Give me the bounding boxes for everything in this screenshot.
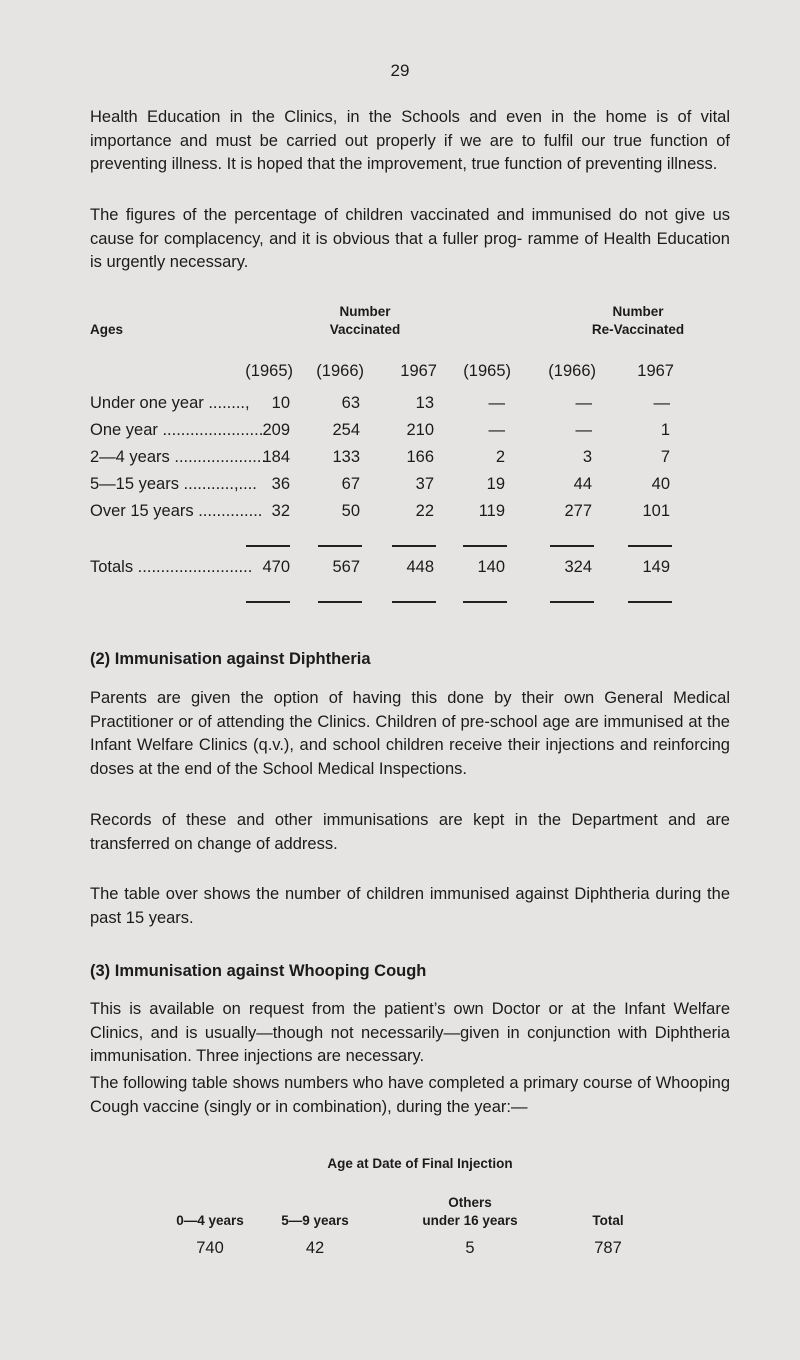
- table-cell: 13: [415, 394, 434, 412]
- year-header: (1966): [548, 362, 596, 380]
- whooping-heading: (3) Immunisation against Whooping Cough: [90, 962, 427, 980]
- row-label: 2—4 years ....................: [90, 448, 267, 466]
- table-cell: 567: [332, 558, 360, 576]
- table-cell: 22: [415, 502, 434, 520]
- total-rule: [463, 601, 507, 603]
- intro-paragraph-2: The figures of the percentage of children vaccinated and immunised do not give us cause for complacency, and it is obvious that a fuller prog- ramme of Health Education is urgently necessary.: [90, 206, 730, 271]
- row-label: One year ......................: [90, 421, 264, 439]
- table-cell: —: [575, 394, 592, 412]
- table-cell: 448: [406, 558, 434, 576]
- table-cell: 36: [271, 475, 290, 493]
- diphtheria-paragraph-3: The table over shows the number of children immunised against Diphtheria during the past 15 years.: [90, 885, 730, 927]
- year-header: (1965): [463, 362, 511, 380]
- row-label: Under one year ........,: [90, 394, 250, 412]
- table-cell: 67: [341, 475, 360, 493]
- revaccinated-header: Number Re-Vaccinated: [591, 304, 685, 337]
- column-header: Others under 16 years: [422, 1195, 518, 1228]
- table-cell: 42: [305, 1239, 325, 1257]
- vaccinated-header: Number Vaccinated: [329, 304, 401, 337]
- table-cell: —: [488, 421, 505, 439]
- whooping-paragraph-2: The following table shows numbers who have completed a primary course of Whooping Cough vaccine (singly or in combination), during the year:—: [90, 1074, 730, 1116]
- column-header: 5—9 years: [281, 1213, 349, 1228]
- ages-header: Ages: [90, 322, 124, 337]
- table-cell: 44: [573, 475, 592, 493]
- diphtheria-heading: (2) Immunisation against Diphtheria: [90, 650, 371, 668]
- table-cell: —: [653, 394, 670, 412]
- total-rule: [318, 545, 362, 547]
- table-cell: 254: [332, 421, 360, 439]
- table-cell: 324: [564, 558, 592, 576]
- diphtheria-paragraph-1: Parents are given the option of having this done by their own General Medical Practitioner or of attending the Clinics. Children of pre-school age are immunised at the Infant Welfare Clinics (q.v.), and school children receive their injections and reinforcing doses at the end of the School Medical Inspections.: [90, 689, 730, 778]
- year-header: 1967: [400, 362, 437, 380]
- table-cell: 787: [594, 1239, 622, 1257]
- table-cell: 740: [196, 1239, 224, 1257]
- table-cell: —: [488, 394, 505, 412]
- column-header: Total: [592, 1213, 624, 1228]
- total-rule: [463, 545, 507, 547]
- table-cell: 7: [660, 448, 670, 466]
- total-rule: [628, 545, 672, 547]
- table-cell: 209: [262, 421, 290, 439]
- table-cell: 40: [651, 475, 670, 493]
- total-rule: [246, 545, 290, 547]
- year-header: (1966): [316, 362, 364, 380]
- table-cell: 277: [564, 502, 592, 520]
- year-header: 1967: [637, 362, 674, 380]
- total-rule: [550, 545, 594, 547]
- total-rule: [628, 601, 672, 603]
- table-cell: 19: [486, 475, 505, 493]
- total-rule: [550, 601, 594, 603]
- table-cell: 119: [478, 502, 505, 520]
- table-cell: 50: [341, 502, 360, 520]
- table-cell: 470: [262, 558, 290, 576]
- table-cell: —: [575, 421, 592, 439]
- table-cell: 149: [642, 558, 670, 576]
- table-cell: 133: [332, 448, 360, 466]
- whooping-paragraph-1: This is available on request from the patient’s own Doctor or at the Infant Welfare Clinics, and is usually—though not necessarily—given in conjunction with Diphtheria immunisation. Three injections are necessary.: [90, 1000, 730, 1065]
- table-cell: 1: [660, 421, 670, 439]
- table-cell: 210: [406, 421, 434, 439]
- table-cell: 63: [341, 394, 360, 412]
- total-rule: [246, 601, 290, 603]
- total-rule: [392, 545, 436, 547]
- row-label: 5—15 years ...........,....: [90, 475, 257, 493]
- diphtheria-paragraph-2: Records of these and other immunisations are kept in the Department and are transferred on change of address.: [90, 811, 730, 853]
- whooping-table-title: Age at Date of Final Injection: [327, 1156, 513, 1171]
- table-cell: 140: [477, 558, 505, 576]
- page-number: 29: [390, 61, 410, 80]
- year-header: (1965): [245, 362, 293, 380]
- total-rule: [392, 601, 436, 603]
- table-cell: 37: [415, 475, 434, 493]
- table-cell: 2: [495, 448, 505, 466]
- table-cell: 32: [271, 502, 290, 520]
- table-cell: 10: [271, 394, 290, 412]
- intro-paragraph-1: Health Education in the Clinics, in the Schools and even in the home is of vital importance and must be carried out properly if we are to fulfil our true function of preventing illness. It is hoped that the improvement, true function of preventing illness.: [90, 108, 730, 173]
- row-label: Totals .........................: [90, 558, 253, 576]
- table-cell: 101: [642, 502, 670, 520]
- total-rule: [318, 601, 362, 603]
- table-cell: 3: [582, 448, 592, 466]
- table-cell: 184: [262, 448, 290, 466]
- table-cell: 5: [465, 1239, 475, 1257]
- column-header: 0—4 years: [176, 1213, 244, 1228]
- table-cell: 166: [406, 448, 434, 466]
- row-label: Over 15 years ..............: [90, 502, 263, 520]
